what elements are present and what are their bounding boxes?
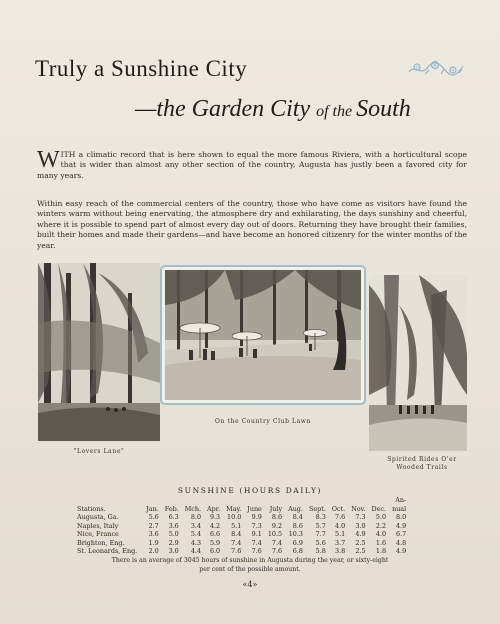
table-cell: 6.3 bbox=[168, 513, 179, 521]
table-cell: 4.9 bbox=[355, 530, 366, 538]
table-header-cell: Aug. bbox=[288, 504, 303, 513]
table-cell: 5.1 bbox=[231, 521, 242, 530]
table-cell: 5.6 bbox=[315, 538, 326, 547]
table-header-cell: Feb. bbox=[164, 504, 179, 513]
page-number: «4» bbox=[242, 580, 258, 589]
table-cell: 3.6 bbox=[168, 521, 179, 530]
drop-cap: W bbox=[37, 147, 60, 173]
table-header-cell: Nov. bbox=[351, 504, 366, 513]
table-cell: 9.1 bbox=[251, 530, 262, 538]
caption-lovers-lane: "Lovers Lane" bbox=[73, 448, 125, 455]
table-cell: 7.6 bbox=[251, 547, 262, 555]
table-cell: 7.3 bbox=[355, 513, 366, 521]
table-cell: 5.9 bbox=[209, 538, 221, 547]
table-cell: 7.4 bbox=[231, 538, 242, 547]
table-cell: 7.4 bbox=[271, 538, 283, 547]
table-cell: 8.6 bbox=[292, 521, 303, 530]
table-cell: 3.0 bbox=[355, 521, 366, 530]
table-cell: 8.3 bbox=[315, 513, 326, 521]
table-cell: 7.3 bbox=[251, 521, 262, 530]
table-cell: 7.6 bbox=[271, 547, 283, 555]
table-cell bbox=[204, 496, 223, 505]
table-header-cell: Sept. bbox=[308, 504, 326, 513]
table-row bbox=[74, 513, 409, 522]
table-cell: 1.9 bbox=[148, 538, 159, 547]
table-cell: 3.6 bbox=[148, 530, 159, 538]
caption-wooded-trails: Spirited Rides O'er Wooded Trails bbox=[387, 456, 457, 471]
table-cell: Nice, France bbox=[77, 530, 119, 538]
table-cell bbox=[285, 496, 306, 505]
table-cell bbox=[143, 496, 162, 505]
table-cell: 1.6 bbox=[375, 538, 387, 547]
table-cell: 10.3 bbox=[288, 530, 303, 538]
table-cell: 8.4 bbox=[231, 530, 242, 538]
table-cell: 3.7 bbox=[335, 538, 346, 547]
table-cell bbox=[265, 496, 285, 505]
table-cell: 10.5 bbox=[267, 530, 283, 538]
table-header-cell: June bbox=[247, 504, 262, 513]
country-club-lawn-photo bbox=[160, 265, 366, 405]
table-cell: An- bbox=[395, 496, 407, 504]
table-header-cell: Jan. bbox=[146, 504, 159, 513]
table-header-cell: Apr. bbox=[207, 504, 221, 513]
table-cell: St. Leonards, Eng. bbox=[77, 547, 138, 555]
table-row bbox=[74, 530, 409, 539]
table-cell: 6.7 bbox=[396, 530, 407, 538]
lovers-lane-photo bbox=[38, 263, 160, 441]
table-header-cell: Mch. bbox=[184, 504, 202, 513]
table-cell: 6.6 bbox=[209, 530, 221, 538]
table-cell: 4.9 bbox=[396, 521, 407, 530]
table-cell bbox=[244, 496, 265, 505]
table-header-cell: Oct. bbox=[331, 504, 346, 513]
page-title: Truly a Sunshine City bbox=[35, 56, 248, 81]
table-cell: 2.9 bbox=[168, 538, 179, 547]
table-cell bbox=[182, 496, 204, 505]
table-cell: Brighton, Eng. bbox=[77, 538, 125, 547]
table-cell: 8.6 bbox=[271, 513, 283, 521]
table-header-cell: July bbox=[269, 504, 283, 513]
table-header-cell: nual bbox=[392, 504, 407, 513]
table-cell: 10.0 bbox=[227, 513, 242, 521]
table-cell: 9.2 bbox=[271, 521, 283, 530]
table-cell: 6.0 bbox=[209, 547, 221, 555]
table-cell: 1.8 bbox=[375, 547, 387, 555]
table-cell bbox=[348, 496, 368, 505]
table-cell: 5.0 bbox=[168, 530, 179, 538]
table-cell: 4.0 bbox=[335, 521, 346, 530]
table-cell bbox=[74, 496, 143, 505]
table-header-cell: Dec. bbox=[371, 504, 387, 513]
table-cell: 4.3 bbox=[190, 538, 202, 547]
table-cell bbox=[162, 496, 182, 505]
table-cell bbox=[306, 496, 329, 505]
table-cell bbox=[329, 496, 348, 505]
table-row bbox=[74, 522, 409, 531]
table-header-cell: Stations. bbox=[77, 504, 106, 513]
table-cell: 9.9 bbox=[251, 513, 262, 521]
table-cell: 5.0 bbox=[375, 513, 387, 521]
table-cell: 4.4 bbox=[190, 547, 202, 555]
table-cell: 4.0 bbox=[375, 530, 387, 538]
table-row bbox=[74, 547, 409, 556]
sunshine-table-title: SUNSHINE (HOURS DAILY) bbox=[177, 486, 323, 495]
table-cell: 4.9 bbox=[396, 547, 407, 555]
table-cell: 2.2 bbox=[375, 521, 387, 530]
table-cell: 5.1 bbox=[335, 530, 346, 538]
table-cell: 9.3 bbox=[209, 513, 221, 521]
table-cell: 7.7 bbox=[315, 530, 326, 538]
table-cell: 6.8 bbox=[292, 547, 303, 555]
table-row bbox=[74, 539, 409, 548]
table-annual-header-row bbox=[74, 496, 409, 505]
page-subtitle: —the Garden City of the South bbox=[135, 96, 411, 122]
table-cell bbox=[223, 496, 244, 505]
table-cell: 8.4 bbox=[292, 513, 303, 521]
table-cell: 2.0 bbox=[148, 547, 159, 555]
table-cell: 5.6 bbox=[148, 513, 159, 521]
intro-paragraph-1: WITH a climatic record that is here shown to equal the more famous Riviera, with a horticultural scope that is wider than almost any other section of the country, Augusta has justly been a favored city for many years. bbox=[37, 147, 467, 180]
intro-paragraph-2: Within easy reach of the commercial centers of the country, those who have come as visitors have found the winters warm without being enervating, the atmosphere dry and exhilarating, the days sunshiny and cheerful, where it is possible to spend part of almost every day out of doors. Returning they have brought their families, built their homes and made their gardens—and have become an honored citizenry for the winter months of the year. bbox=[37, 199, 467, 250]
caption-country-club-lawn: On the Country Club Lawn bbox=[214, 418, 311, 425]
table-header-row bbox=[74, 505, 409, 514]
table-cell: 5.8 bbox=[315, 547, 326, 555]
table-cell: 3.4 bbox=[190, 521, 202, 530]
sunshine-note: There is an average of 3045 hours of sunshine in Augusta during the year, or sixty-eight per cent of the possible amount. bbox=[111, 557, 389, 573]
table-cell: 8.0 bbox=[396, 513, 407, 521]
floral-ornament-icon bbox=[405, 58, 467, 80]
table-cell: Augusta, Ga. bbox=[77, 513, 119, 521]
table-cell: Naples, Italy bbox=[77, 521, 119, 530]
table-cell: 4.2 bbox=[209, 521, 221, 530]
table-cell: 3.8 bbox=[335, 547, 346, 555]
table-cell: 7.6 bbox=[231, 547, 242, 555]
table-cell: 5.7 bbox=[315, 521, 326, 530]
table-cell: 8.0 bbox=[190, 513, 202, 521]
lawn-scene-image bbox=[165, 270, 361, 400]
wooded-trails-photo bbox=[369, 275, 467, 451]
sunshine-table bbox=[74, 496, 409, 556]
table-cell bbox=[369, 496, 390, 505]
table-header-cell: May. bbox=[226, 504, 242, 513]
table-cell: 3.0 bbox=[168, 547, 179, 555]
table-cell: 2.5 bbox=[355, 538, 366, 547]
table-cell: 2.7 bbox=[148, 521, 159, 530]
table-cell: 2.5 bbox=[355, 547, 366, 555]
table-cell: 7.4 bbox=[251, 538, 262, 547]
table-cell: 6.9 bbox=[292, 538, 303, 547]
table-cell: 7.6 bbox=[335, 513, 346, 521]
table-cell: 5.4 bbox=[190, 530, 202, 538]
table-cell: 4.8 bbox=[396, 538, 407, 547]
